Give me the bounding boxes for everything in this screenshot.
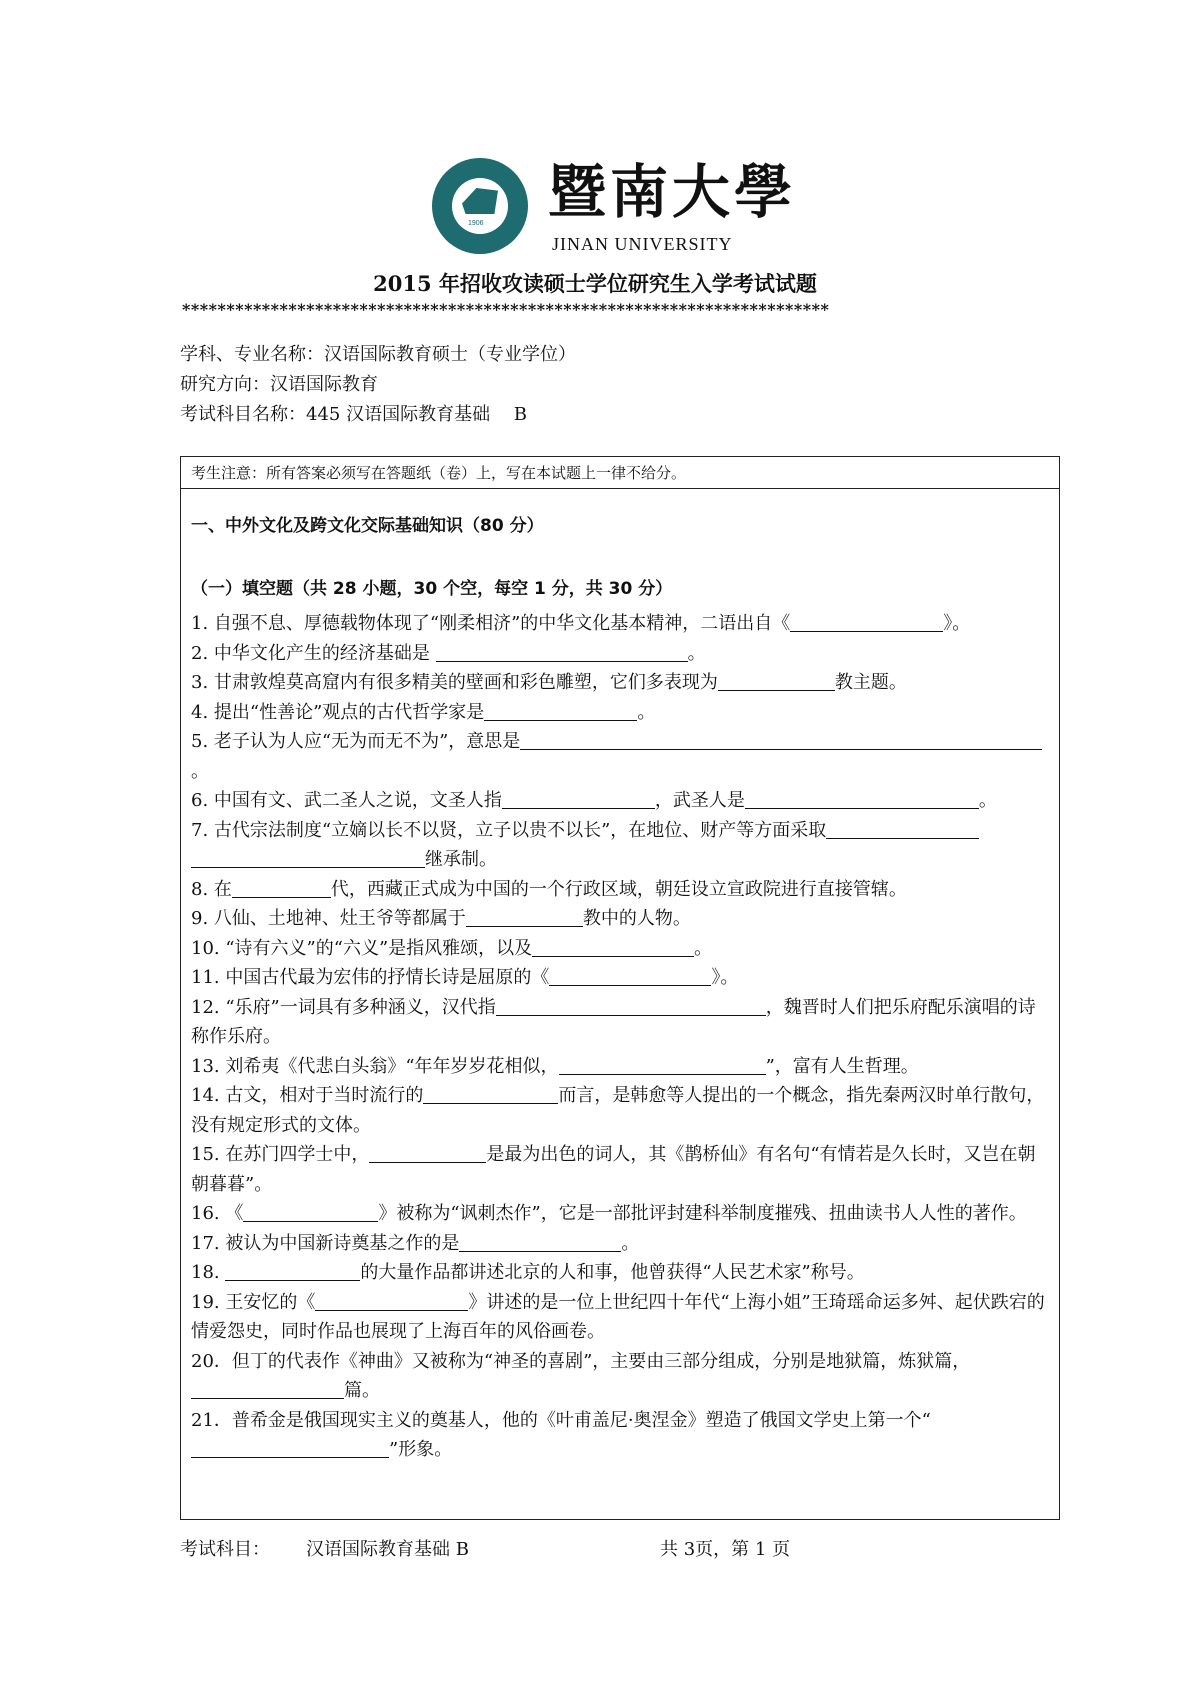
answer-blank	[559, 1056, 766, 1075]
answer-blank	[191, 1380, 344, 1399]
answer-blank	[520, 731, 1042, 750]
section-heading: 一、中外文化及跨文化交际基础知识（80 分）	[191, 516, 544, 536]
major-name: 学科、专业名称：汉语国际教育硕士（专业学位）	[180, 344, 576, 365]
answer-blank	[315, 1292, 468, 1311]
question-item: 9. 八仙、土地神、灶王爷等都属于 教中的人物。	[191, 908, 691, 929]
answer-blank	[191, 849, 425, 868]
answer-blank	[466, 908, 583, 927]
question-item: 18. 的大量作品都讲述北京的人和事，他曾获得“人民艺术家”称号。	[191, 1262, 865, 1283]
question-item: 17. 被认为中国新诗奠基之作的是 。	[191, 1232, 640, 1254]
answer-blank	[232, 879, 331, 898]
answer-blank	[496, 997, 766, 1016]
answer-blank	[243, 1203, 378, 1222]
question-item: 6. 中国有文、武二圣人之说，文圣人指 ，武圣人是 。	[191, 790, 997, 811]
question-item: 11. 中国古代最为宏伟的抒情长诗是屈原的《 》。	[191, 967, 739, 988]
answer-blank	[790, 613, 943, 632]
question-item: 10. “诗有六义”的“六义”是指风雅颂，以及 。	[191, 937, 713, 959]
answer-blank	[532, 938, 694, 957]
research-direction: 研究方向：汉语国际教育	[180, 374, 378, 395]
question-item: 15. 在苏门四学士中， 是最为出色的词人，其《鹊桥仙》有名句“有情若是久长时，又岂在朝朝暮暮”。	[191, 1144, 1036, 1195]
answer-blank	[369, 1144, 486, 1163]
exam-title: 2015 年招收攻读硕士学位研究生入学考试试题	[373, 271, 817, 296]
question-item: 19. 王安忆的《 》讲述的是一位上世纪四十年代“上海小姐”王琦瑶命运多舛、起伏跌宕的情爱怨史，同时作品也展现了上海百年的风俗画卷。	[191, 1291, 1045, 1342]
question-item: 3. 甘肃敦煌莫高窟内有很多精美的壁画和彩色雕塑，它们多表现为 教主题。	[191, 672, 907, 693]
footer-page-number: 共 3页，第 1 页	[660, 1539, 791, 1560]
answer-blank	[718, 672, 835, 691]
footer-subject: 汉语国际教育基础 B	[306, 1539, 469, 1560]
answer-blank	[225, 1262, 360, 1281]
question-item: 4. 提出“性善论”观点的古代哲学家是 。	[191, 701, 656, 723]
footer-subject-label: 考试科目：	[180, 1539, 270, 1560]
question-item: 13. 刘希夷《代悲白头翁》“年年岁岁花相似， ”，富有人生哲理。	[191, 1055, 919, 1077]
question-item: 1. 自强不息、厚德载物体现了“刚柔相济”的中华文化基本精神，二语出自《 》。	[191, 613, 971, 634]
subsection-heading: （一）填空题（共 28 小题，30 个空，每空 1 分，共 30 分）	[191, 579, 673, 599]
question-item: 20．但丁的代表作《神曲》又被称为“神圣的喜剧”，主要由三部分组成，分别是地狱篇，炼狱篇，篇。	[191, 1350, 971, 1401]
answer-blank	[436, 643, 688, 662]
question-item: 7. 古代宗法制度“立嫡以长不以贤，立子以贵不以长”，在地位、财产等方面采取 继承制。	[191, 816, 1047, 875]
answer-blank	[423, 1085, 558, 1104]
answer-blank	[459, 1233, 621, 1252]
answer-blank	[484, 702, 637, 721]
question-item: 2. 中华文化产生的经济基础是 。	[191, 642, 706, 664]
question-item: 12. “乐府”一词具有多种涵义，汉代指 ，魏晋时人们把乐府配乐演唱的诗称作乐府。	[191, 996, 1036, 1047]
answer-blank	[191, 1439, 389, 1458]
notice: 考生注意：所有答案必须写在答题纸（卷）上，写在本试题上一律不给分。	[181, 457, 1059, 489]
question-list	[191, 609, 1047, 1465]
question-box	[180, 456, 1060, 1520]
answer-blank	[826, 820, 979, 839]
brand-chinese: 暨南大學	[548, 158, 797, 226]
subject-name: 考试科目名称：445 汉语国际教育基础 B	[180, 404, 528, 425]
question-item: 5. 老子认为人应“无为而无不为”，意思是。	[191, 727, 1047, 786]
question-item: 8. 在 代，西藏正式成为中国的一个行政区域，朝廷设立宣政院进行直接管辖。	[191, 878, 907, 900]
brand-english: JINAN UNIVERSITY	[552, 234, 733, 254]
question-item: 14. 古文，相对于当时流行的 而言，是韩愈等人提出的一个概念，指先秦两汉时单行散句，没有规定形式的文体。	[191, 1085, 1045, 1136]
answer-blank	[745, 790, 979, 809]
university-seal-logo: 1906	[432, 158, 528, 254]
question-item: 21．普希金是俄国现实主义的奠基人，他的《叶甫盖尼·奥涅金》塑造了俄国文学史上第一个“”形象。	[191, 1409, 931, 1460]
question-item: 16. 《 》被称为“讽刺杰作”，它是一部批评封建科举制度摧残、扭曲读书人人性的著作。	[191, 1203, 1027, 1224]
star-divider: *************************************************************************	[182, 300, 830, 319]
answer-blank	[502, 790, 655, 809]
answer-blank	[549, 967, 711, 986]
